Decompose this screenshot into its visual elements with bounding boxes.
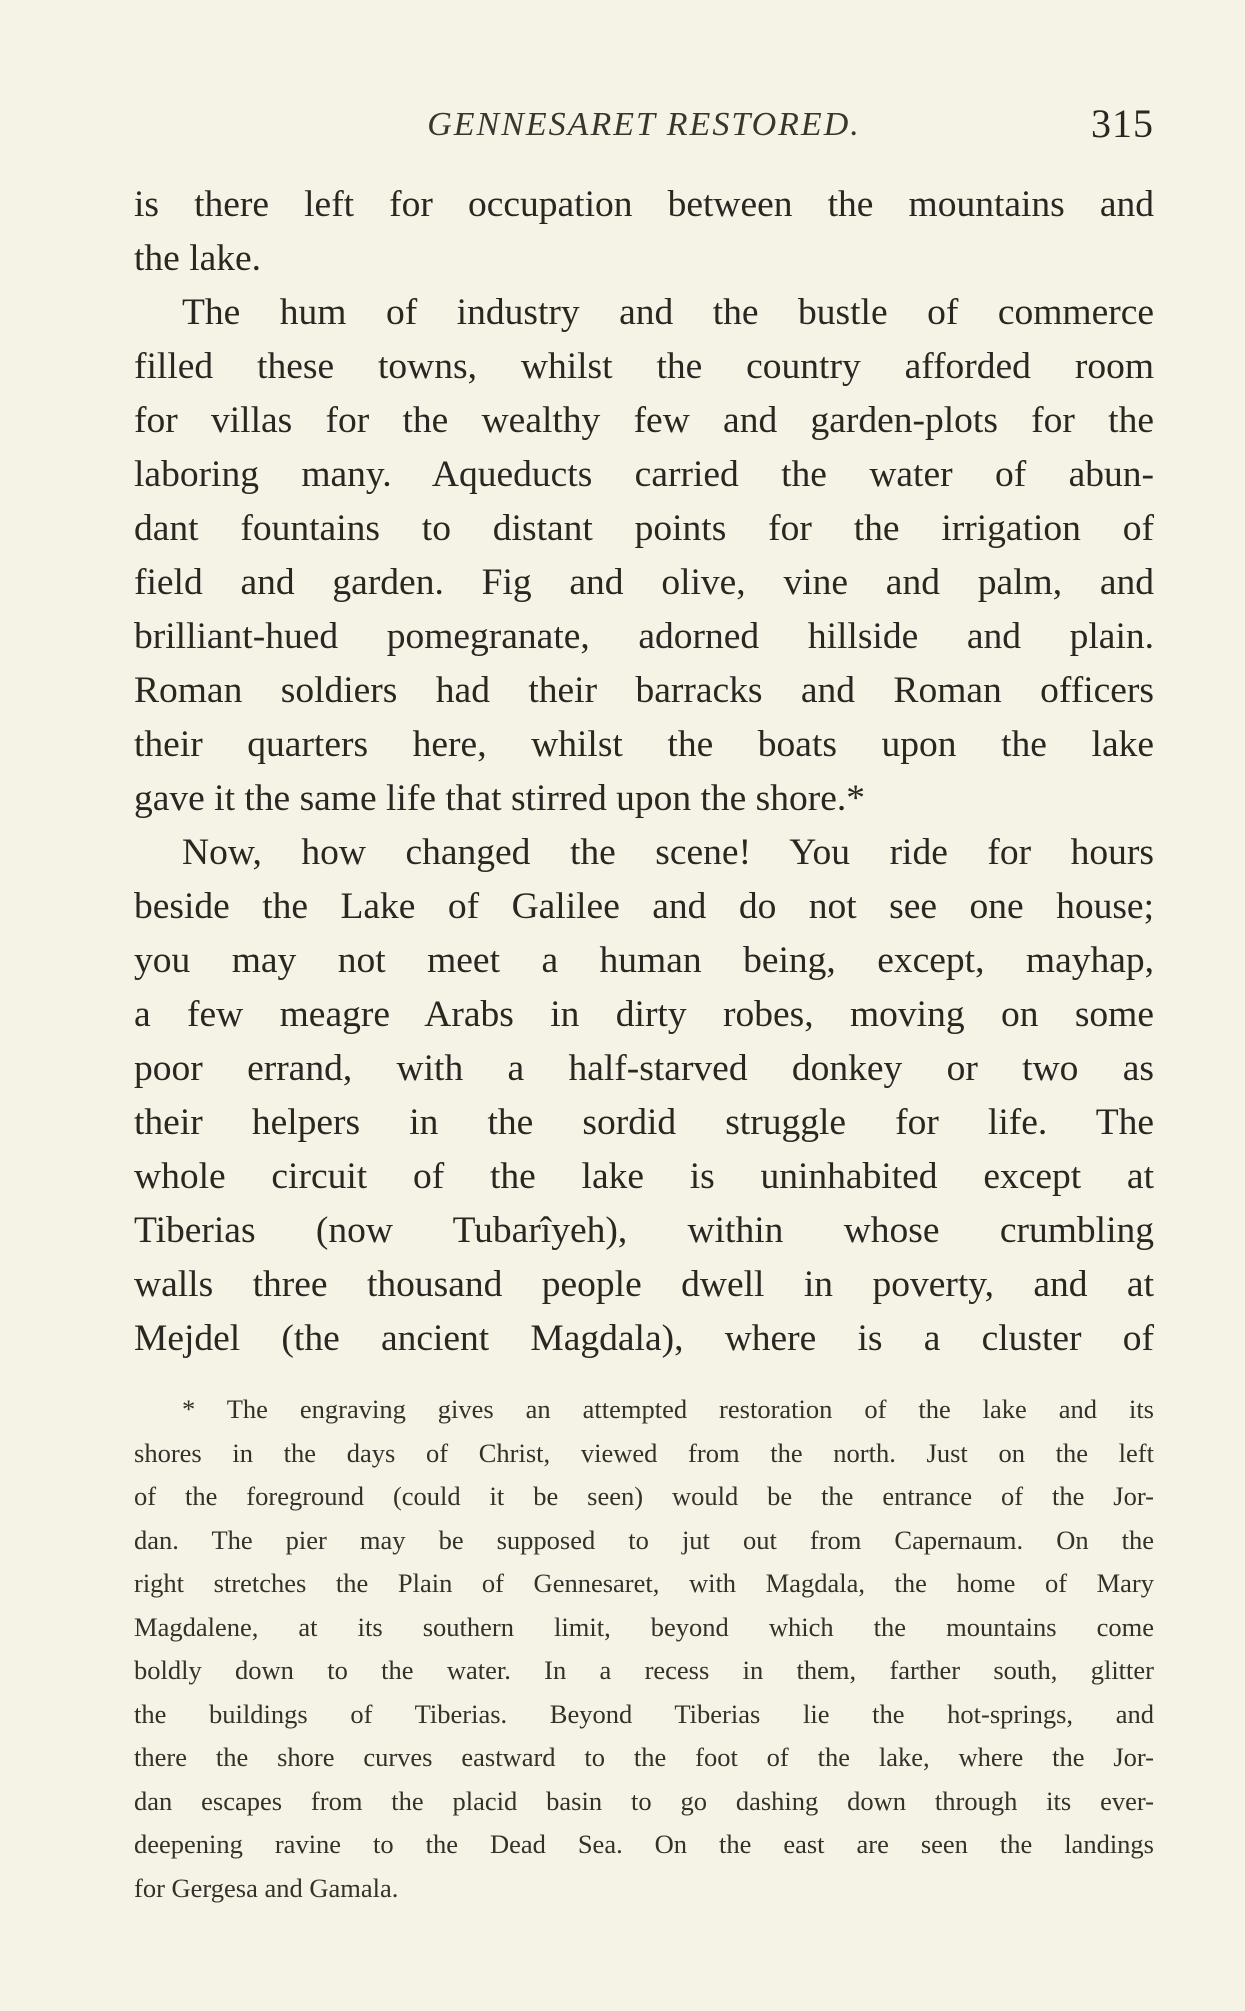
body-line: poor errand, with a half-starved donkey or two as <box>134 1048 1154 1089</box>
footnote-line: deepening ravine to the Dead Sea. On the east are seen the landings <box>134 1829 1154 1859</box>
footnote-line: of the foreground (could it be seen) would be the entrance of the Jor- <box>134 1481 1154 1511</box>
body-line: Roman soldiers had their barracks and Roman officers <box>134 670 1154 711</box>
body-line: their helpers in the sordid struggle for life. The <box>134 1102 1154 1143</box>
footnote-line: shores in the days of Christ, viewed from the north. Just on the left <box>134 1437 1154 1468</box>
footnote-line: the buildings of Tiberias. Beyond Tiberias lie the hot-springs, and <box>134 1698 1154 1729</box>
body-line: laboring many. Aqueducts carried the water of abun- <box>134 454 1154 495</box>
footnote-line: boldly down to the water. In a recess in them, farther south, glitter <box>134 1655 1154 1685</box>
footnote-line: for Gergesa and Gamala. <box>134 1872 399 1903</box>
body-line: dant fountains to distant points for the irrigation of <box>134 508 1154 549</box>
body-line: field and garden. Fig and olive, vine and palm, and <box>134 562 1154 603</box>
body-line: walls three thousand people dwell in poverty, and at <box>134 1264 1154 1305</box>
body-line: The hum of industry and the bustle of commerce <box>182 292 1154 333</box>
running-head <box>134 100 1154 150</box>
footnote-line: Magdalene, at its southern limit, beyond which the mountains come <box>134 1611 1154 1642</box>
body-line: is there left for occupation between the mountains and <box>134 184 1154 225</box>
body-line: Tiberias (now Tubarîyeh), within whose crumbling <box>134 1210 1154 1251</box>
body-line: the lake. <box>134 238 262 279</box>
footnote <box>134 1388 1154 1910</box>
running-title: GENNESARET RESTORED. <box>427 106 861 143</box>
body-line: beside the Lake of Galilee and do not see one house; <box>134 886 1154 927</box>
body-line: filled these towns, whilst the country afforded room <box>134 346 1154 387</box>
footnote-line: dan. The pier may be supposed to jut out from Capernaum. On the <box>134 1524 1154 1555</box>
body-line: whole circuit of the lake is uninhabited except at <box>134 1156 1154 1197</box>
body-line: Mejdel (the ancient Magdala), where is a cluster of <box>134 1318 1154 1359</box>
page-number: 315 <box>1091 101 1154 146</box>
footnote-line: right stretches the Plain of Gennesaret, with Magdala, the home of Mary <box>134 1568 1154 1598</box>
footnote-line: there the shore curves eastward to the foot of the lake, where the Jor- <box>134 1742 1154 1772</box>
body-line: for villas for the wealthy few and garden-plots for the <box>134 400 1154 441</box>
body-line: Now, how changed the scene! You ride for hours <box>182 832 1154 873</box>
footnote-line: dan escapes from the placid basin to go dashing down through its ever- <box>134 1785 1154 1816</box>
footnote-line: * The engraving gives an attempted restoration of the lake and its <box>182 1394 1154 1424</box>
body-line: you may not meet a human being, except, mayhap, <box>134 940 1154 981</box>
body-line: gave it the same life that stirred upon the shore.* <box>134 778 866 819</box>
body-line: their quarters here, whilst the boats upon the lake <box>134 724 1154 765</box>
body-text <box>134 178 1154 1366</box>
body-line: a few meagre Arabs in dirty robes, moving on some <box>134 994 1154 1035</box>
body-line: brilliant-hued pomegranate, adorned hillside and plain. <box>134 616 1154 657</box>
